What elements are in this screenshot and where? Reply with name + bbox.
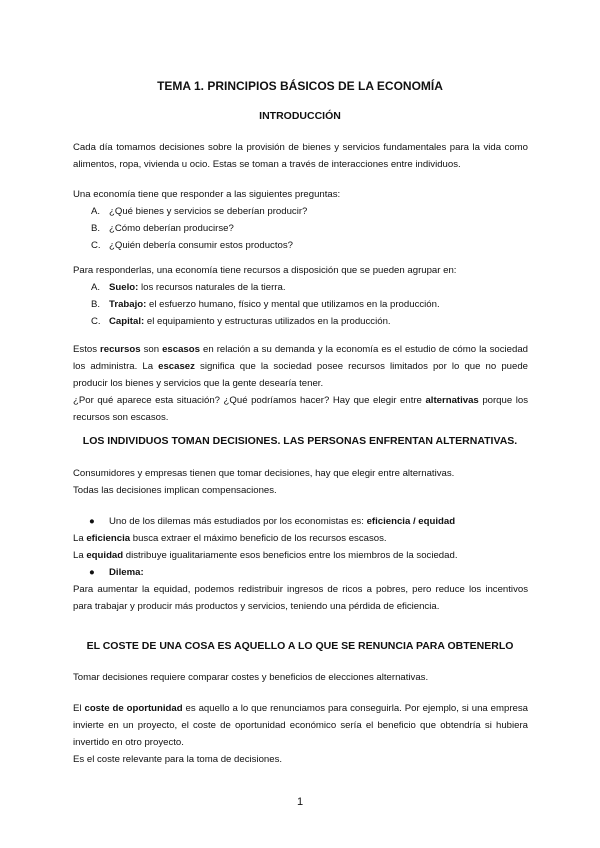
resource-term: Suelo: bbox=[109, 282, 139, 293]
scarcity-question bbox=[73, 392, 528, 426]
text-run: busca extraer el máximo beneficio de los recursos escasos. bbox=[130, 533, 387, 544]
term-efficiency-equity: eficiencia / equidad bbox=[366, 516, 456, 527]
list-item bbox=[73, 313, 528, 330]
term-eficiencia: eficiencia bbox=[86, 533, 131, 544]
intro-paragraph: Cada día tomamos decisiones sobre la provisión de bienes y servicios fundamentales para la vida como alimentos, ropa, vivienda u ocio. Estas se toman a través de interacciones entre individuos. bbox=[73, 142, 528, 170]
term-coste-oportunidad: coste de oportunidad bbox=[84, 703, 183, 714]
text-run: en relación a su demanda y la economía es el estudio de cómo la sociedad los administra. La bbox=[73, 344, 529, 372]
list-marker: B. bbox=[91, 299, 101, 310]
list-item-text: ¿Qué bienes y servicios se deberían producir? bbox=[109, 206, 308, 217]
list-item bbox=[73, 237, 528, 254]
opportunity-intro: Tomar decisiones requiere comparar costes y beneficios de elecciones alternativas. bbox=[73, 672, 429, 683]
opportunity-block bbox=[73, 700, 528, 768]
term-alternativas: alternativas bbox=[425, 395, 479, 406]
section-heading-opportunity-cost: EL COSTE DE UNA COSA ES AQUELLO A LO QUE SE RENUNCIA PARA OBTENERLO bbox=[86, 640, 514, 652]
intro-heading: INTRODUCCIÓN bbox=[259, 110, 341, 122]
dilema-paragraph: Para aumentar la equidad, podemos redistribuir ingresos de ricos a pobres, pero reduce los incentivos para trabajar y producir más productos y servicios, teniendo una pérdida de eficiencia. bbox=[73, 584, 528, 612]
bullet-icon: ● bbox=[89, 567, 95, 578]
text-run: La bbox=[73, 533, 87, 544]
list-item bbox=[73, 203, 528, 220]
list-marker: A. bbox=[91, 282, 101, 293]
efficiency-definition bbox=[73, 530, 528, 547]
text-run: porque los recursos son escasos. bbox=[73, 395, 528, 423]
resources-block bbox=[73, 262, 528, 330]
resource-term: Trabajo: bbox=[109, 299, 147, 310]
list-item-text: ¿Cómo deberían producirse? bbox=[109, 223, 234, 234]
list-item-text: ¿Quién debería consumir estos productos? bbox=[109, 240, 293, 251]
text-run: es aquello a lo que renunciamos para conseguirla. Por ejemplo, si una empresa invierte en un proyecto, el coste de oportunidad económico sería el beneficio que obtendría si hubiera invertido en otro proyecto. bbox=[73, 703, 529, 748]
dilemma-bullet bbox=[73, 513, 528, 530]
decisions-line-1: Consumidores y empresas tienen que tomar decisiones, hay que elegir entre alternativas. bbox=[73, 468, 455, 479]
list-item-text: el esfuerzo humano, físico y mental que utilizamos en la producción. bbox=[146, 299, 440, 310]
list-item bbox=[73, 279, 528, 296]
section-heading-decisions: LOS INDIVIDUOS TOMAN DECISIONES. LAS PERSONAS ENFRENTAN ALTERNATIVAS. bbox=[82, 435, 518, 447]
questions-intro: Una economía tiene que responder a las siguientes preguntas: bbox=[73, 189, 341, 200]
text-run: La bbox=[73, 550, 87, 561]
list-marker: B. bbox=[91, 223, 101, 234]
bullet-icon: ● bbox=[89, 516, 95, 527]
text-run: distribuye igualitariamente esos beneficios entre los miembros de la sociedad. bbox=[123, 550, 458, 561]
text-run: El bbox=[73, 703, 85, 714]
list-marker: A. bbox=[91, 206, 101, 217]
text-run: Uno de los dilemas más estudiados por los economistas es: bbox=[109, 516, 367, 527]
term-escasez: escasez bbox=[158, 361, 195, 372]
text-run: significa que la sociedad posee recursos limitados por lo que no puede producir los bienes y servicios que la gente desearía tener. bbox=[73, 361, 528, 389]
list-marker: C. bbox=[91, 316, 101, 327]
dilemma-block bbox=[73, 513, 528, 615]
resources-list bbox=[73, 279, 528, 330]
page-title: TEMA 1. PRINCIPIOS BÁSICOS DE LA ECONOMÍA bbox=[157, 79, 443, 93]
list-marker: C. bbox=[91, 240, 101, 251]
term-recursos: recursos bbox=[100, 344, 141, 355]
dilema-label: Dilema: bbox=[109, 567, 144, 578]
equity-definition bbox=[73, 547, 528, 564]
resources-intro: Para responderlas, una economía tiene recursos a disposición que se pueden agrupar en: bbox=[73, 265, 457, 276]
questions-block bbox=[73, 186, 528, 254]
list-item bbox=[73, 220, 528, 237]
opportunity-paragraph bbox=[73, 700, 528, 751]
questions-list bbox=[73, 203, 528, 254]
opportunity-relevance: Es el coste relevante para la toma de decisiones. bbox=[73, 754, 283, 765]
scarcity-paragraph bbox=[73, 341, 528, 392]
scarcity-block bbox=[73, 341, 528, 426]
page-number: 1 bbox=[296, 796, 304, 808]
text-run: ¿Por qué aparece esta situación? ¿Qué podríamos hacer? Hay que elegir entre bbox=[73, 395, 426, 406]
decisions-block bbox=[73, 465, 528, 499]
resource-term: Capital: bbox=[109, 316, 145, 327]
term-escasos: escasos bbox=[162, 344, 200, 355]
text-run: Estos bbox=[73, 344, 101, 355]
list-item-text: el equipamiento y estructuras utilizados en la producción. bbox=[144, 316, 391, 327]
text-run: son bbox=[140, 344, 163, 355]
decisions-line-2: Todas las decisiones implican compensaciones. bbox=[73, 485, 277, 496]
list-item bbox=[73, 296, 528, 313]
list-item-text: los recursos naturales de la tierra. bbox=[138, 282, 286, 293]
term-equidad: equidad bbox=[86, 550, 124, 561]
dilema-bullet bbox=[73, 564, 528, 581]
